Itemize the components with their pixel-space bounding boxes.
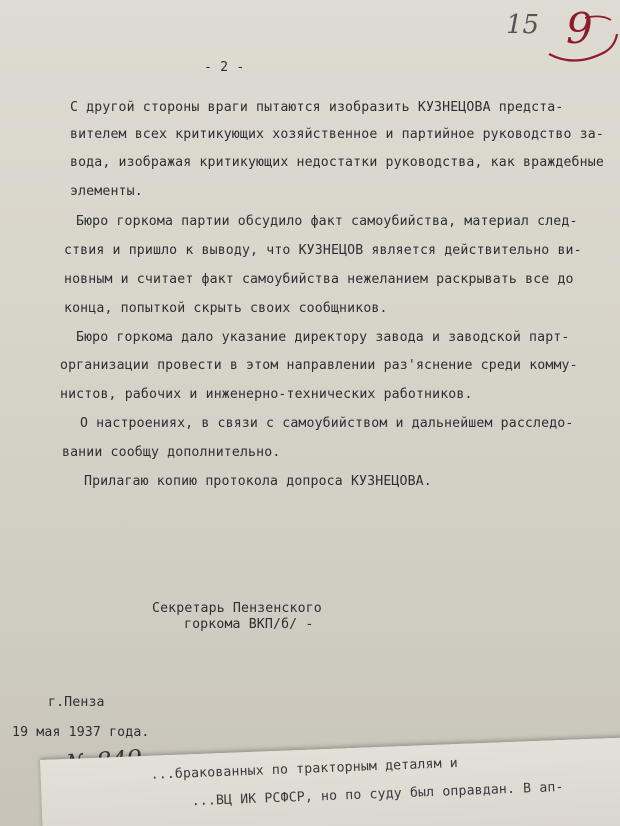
signature-title-line-2: горкома ВКП/б/ -	[184, 617, 314, 632]
archive-page-number-pencil: 15	[506, 10, 540, 40]
paragraph-1-line-3: вода, изображая критикующих недостатки руководства, как враждебные	[70, 155, 604, 170]
paragraph-3-line-3: нистов, рабочих и инженерно-технических работников.	[60, 387, 473, 402]
page-header: - 2 -	[204, 60, 245, 75]
paragraph-2-line-1: Бюро горкома партии обсудило факт самоубийства, материал след-	[76, 214, 578, 229]
red-ink-flourish	[545, 12, 620, 64]
paragraph-3-line-2: организации провести в этом направлении раз'яснение среди комму-	[60, 358, 578, 373]
archive-page-number-red-ink: 9	[566, 4, 593, 53]
signature-title-line-1: Секретарь Пензенского	[152, 601, 322, 616]
date: 19 мая 1937 года.	[12, 725, 150, 740]
paragraph-2-line-4: конца, попыткой скрыть своих сообщников.	[64, 301, 388, 316]
paragraph-2-line-3: новным и считает факт самоубийства нежеланием раскрывать все до	[64, 272, 574, 287]
underlying-page-line-2: ...ВЦ ИК РСФСР, но по суду был оправдан. В ап-	[191, 779, 564, 810]
paragraph-1-line-4: элементы.	[70, 184, 143, 199]
place: г.Пенза	[48, 695, 105, 710]
paragraph-1-line-2: вителем всех критикующих хозяйственное и партийное руководство за-	[70, 127, 604, 142]
paragraph-4-line-1: О настроениях, в связи с самоубийством и дальнейшем расследо-	[80, 416, 574, 431]
paragraph-2-line-2: ствия и пришло к выводу, что КУЗНЕЦОВ является действительно ви-	[64, 243, 582, 258]
paragraph-5-line-1: Прилагаю копию протокола допроса КУЗНЕЦОВА.	[84, 474, 432, 489]
paragraph-4-line-2: вании сообщу дополнительно.	[62, 445, 281, 460]
paragraph-1-line-1: С другой стороны враги пытаются изобразить КУЗНЕЦОВА предста-	[70, 100, 564, 115]
paragraph-3-line-1: Бюро горкома дало указание директору завода и заводской парт-	[76, 330, 570, 345]
underlying-page-line-1: ...бракованных по тракторным деталям и	[150, 755, 459, 783]
